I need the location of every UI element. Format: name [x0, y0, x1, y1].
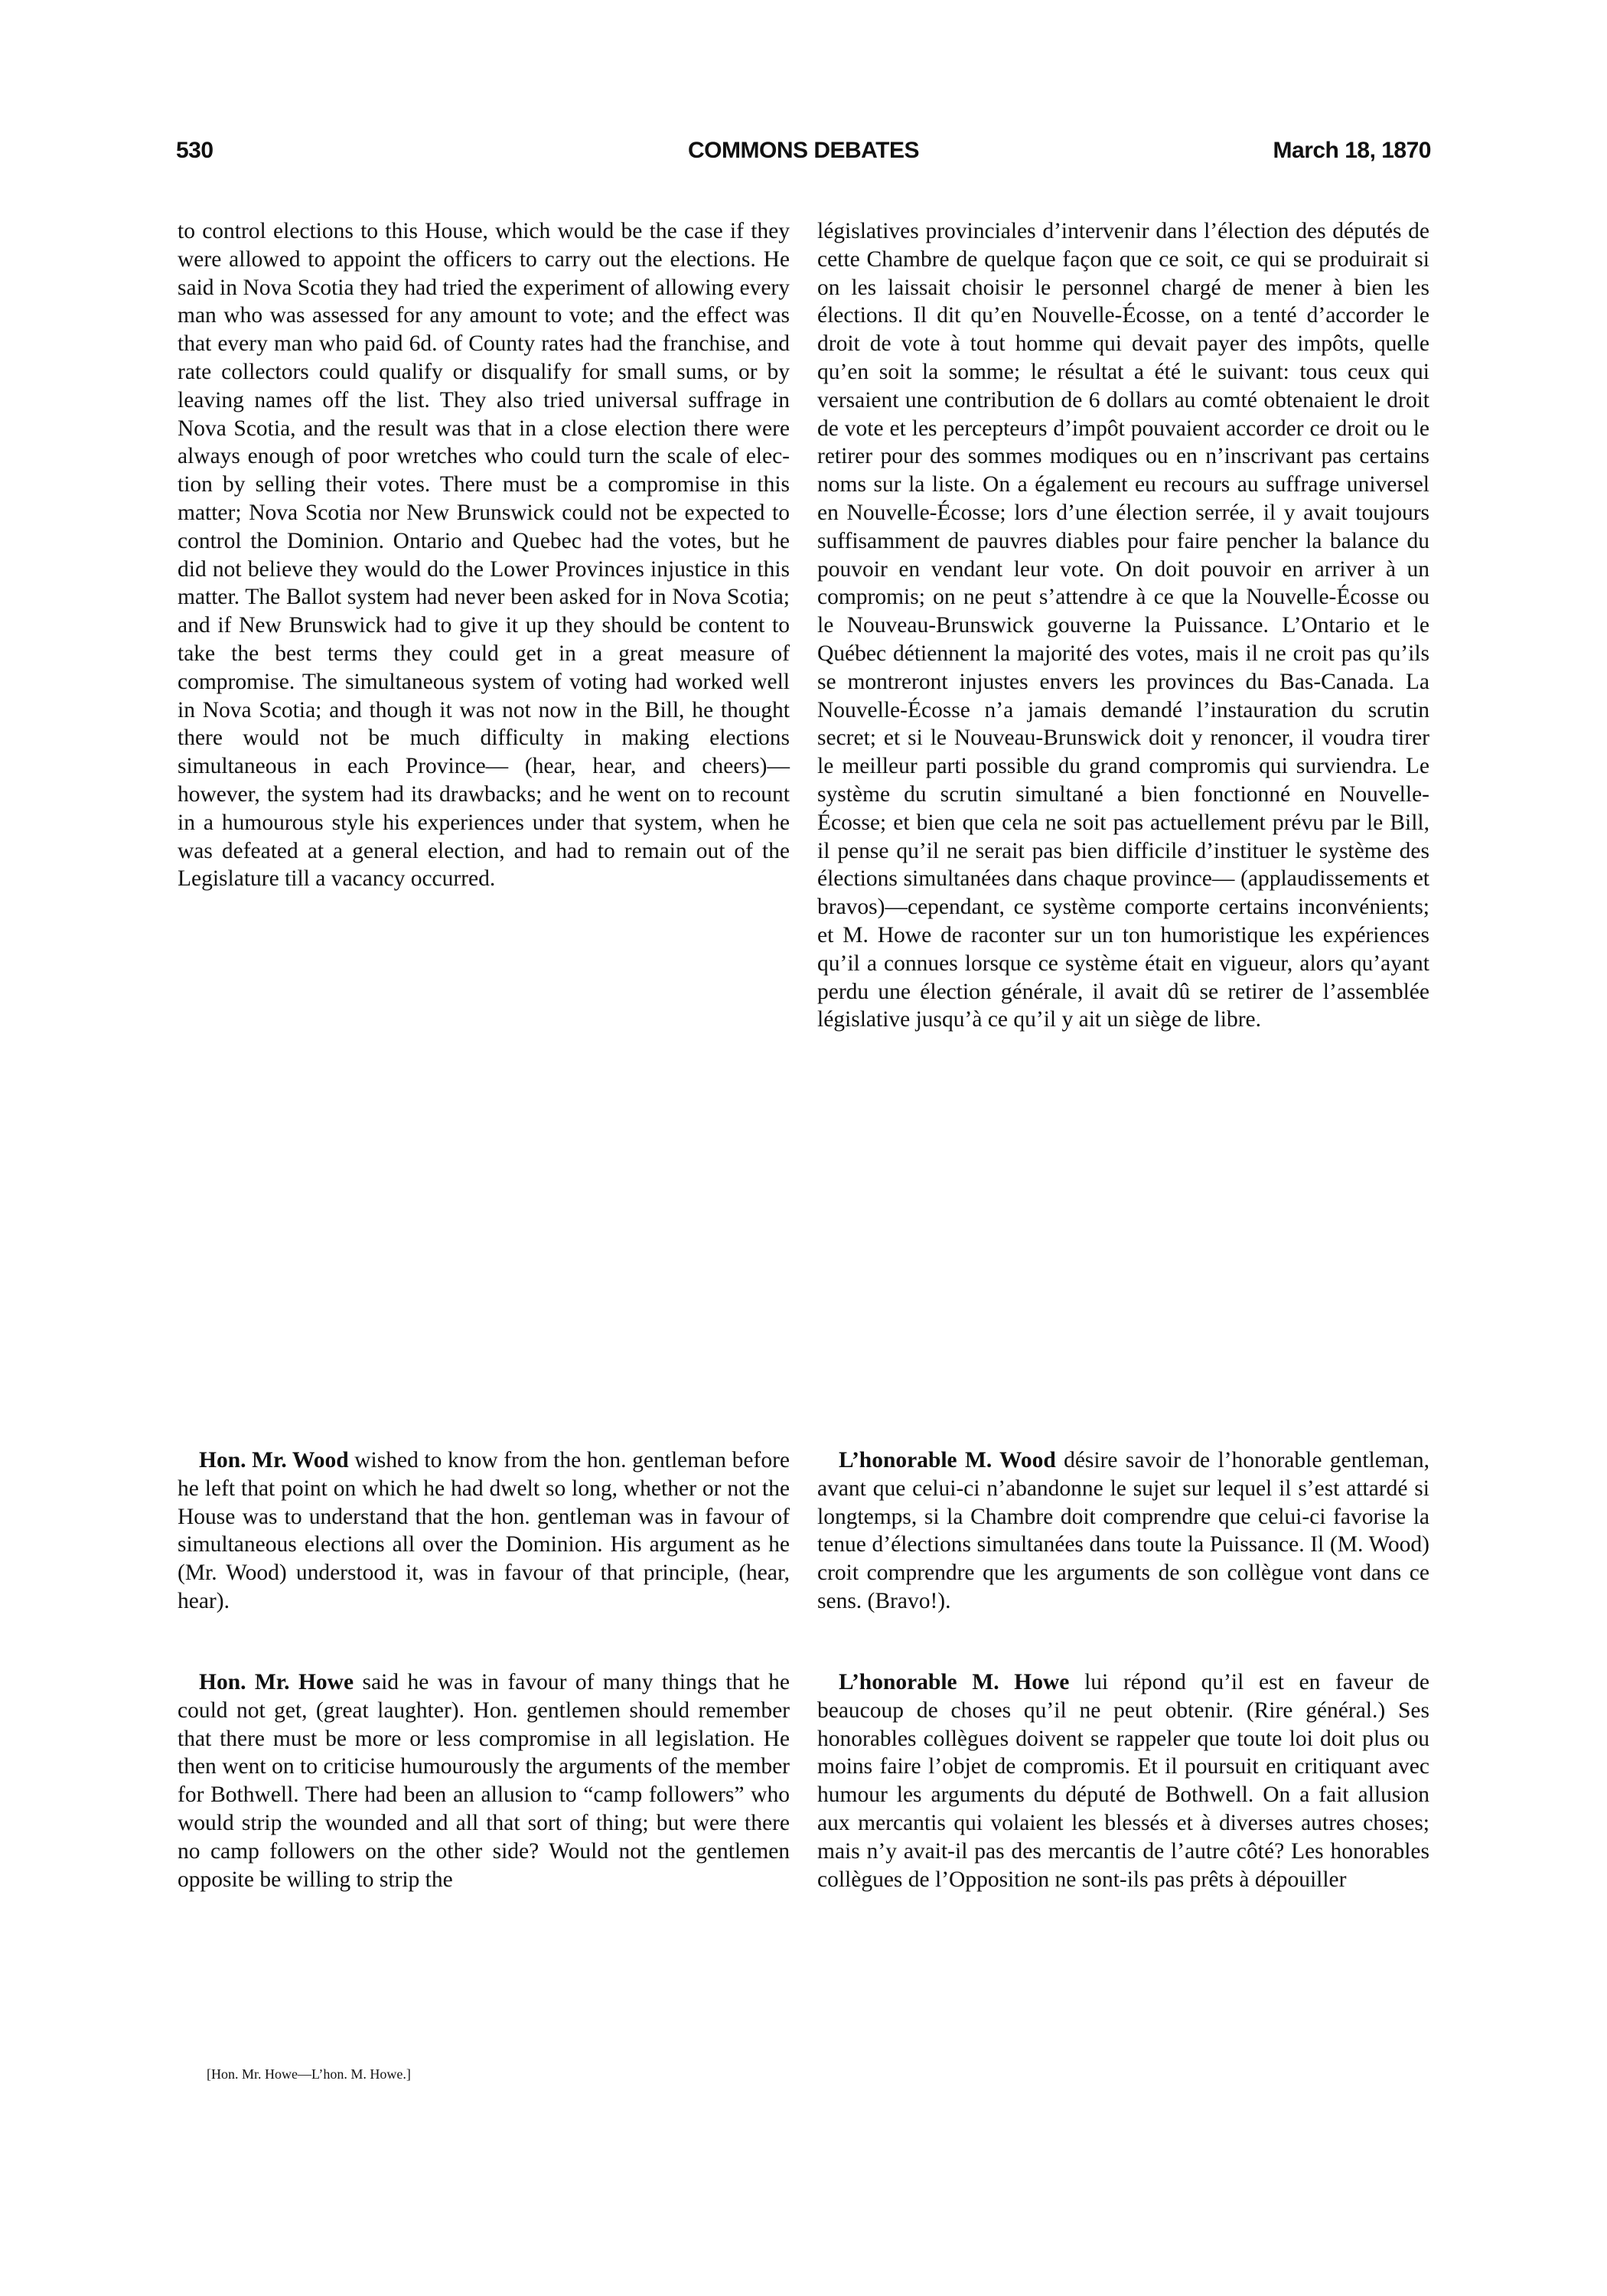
speech-text: désire savoir de l’honorable gentleman, avant que celui-ci n’abandonne le sujet sur lequel il s’est attardé si longtemps, si la Chambre doit comprendre que celui-ci favorise la tenue d’élections simultanées dans toute la Puissance. Il (M. Wood) croit comprendre que les arguments de son collègue vont dans ce sens. (Bravo!). — [817, 1448, 1429, 1613]
left-paragraph-howe — [178, 1668, 790, 1893]
speaker-name: L’honorable M. Wood — [839, 1448, 1056, 1473]
speaker-name: Hon. Mr. Wood — [199, 1448, 349, 1473]
right-column-paragraph-3 — [817, 1668, 1429, 1893]
footer-note: [Hon. Mr. Howe—L’hon. M. Howe.] — [207, 2066, 411, 2082]
right-paragraph-howe — [817, 1668, 1429, 1893]
left-column-paragraph-1 — [178, 217, 790, 893]
page-header — [176, 138, 1431, 184]
right-column-paragraph-2 — [817, 1446, 1429, 1616]
left-paragraph-text: to control elections to this House, which would be the case if they were allowed to appoint the officers to carry out the elections. He said in Nova Scotia they had tried the experiment of allowing every man who was assessed for any amount to vote; and the effect was that every man who paid 6d. of County rates had the franchise, and rate collectors could qualify or disqualify for small sums, or by leaving names off the list. They also tried universal suffrage in Nova Scotia, and the result was that in a close election there were always enough of poor wretches who could turn the scale of election by selling their votes. There must be a compromise in this matter; Nova Scotia nor New Brunswick could not be expected to control the Dominion. Ontario and Quebec had the votes, but he did not believe they would do the Lower Provinces injustice in this matter. The Ballot system had never been asked for in Nova Scotia; and if New Brunswick had to give it up they should be content to take the best terms they could get in a great measure of compromise. The simultaneous system of voting had worked well in Nova Scotia; and though it was not now in the Bill, he thought there would not be much difficulty in making elections simultaneous in each Province— (hear, hear, and cheers)—however, the system had its drawbacks; and he went on to recount in a humourous style his experiences under that system, when he was defeated at a general election, and had to remain out of the Legislature till a vacancy occurred. — [178, 219, 790, 892]
left-column-paragraph-2 — [178, 1446, 790, 1616]
left-paragraph-wood — [178, 1446, 790, 1616]
speaker-name: L’honorable M. Howe — [839, 1670, 1070, 1694]
right-paragraph-text: législatives provinciales d’intervenir dans l’élection des députés de cette Chambre de quelque façon que ce soit, ce qui se produirait si on les laissait choisir le personnel chargé de mener à bien les élections. Il dit qu’en Nouvelle-Écosse, on a tenté d’accorder le droit de vote à tout homme qui devait payer des impôts, quelle qu’en soit la somme; le résultat a été le suivant: tous ceux qui versaient une contribution de 6 dollars au comté obtenaient le droit de vote et les percepteurs d’impôt pouvaient accorder ce droit ou le retirer pour des sommes modiques ou en n’inscrivant pas certains noms sur la liste. On a également eu recours au suffrage universel en Nouvelle-Écosse; lors d’une élection serrée, il y avait toujours suffisamment de pauvres diables pour faire pencher la balance du pouvoir en vendant leur vote. On doit pouvoir en arriver à un compromis; on ne peut s’attendre à ce que la Nouvelle-Écosse ou le Nouveau-Brunswick gouverne la Puissance. L’Ontario et le Québec détiennent la majorité des votes, mais il ne croit pas qu’ils se montreront injustes envers les provinces du Bas-Canada. La Nouvelle-Écosse n’a jamais demandé l’instauration du scrutin secret; et si le Nouveau-Brunswick doit y renoncer, il voudra tirer le meilleur parti possible du grand compromis qui surviendra. Le système du scrutin simultané a bien fonctionné en Nouvelle-Écosse; et bien que cela ne soit pas actuellement prévu par le Bill, il pense qu’il ne serait pas bien difficile d’instituer le système des élections simultanées dans chaque province— (applaudissements et bravos)—cependant, ce système comporte certains inconvénients; et M. Howe de raconter sur un ton humoristique les expériences qu’il a connues lorsque ce système était en vigueur, alors qu’ayant perdu une élection générale, il avait dû se retirer de l’assemblée législative jusqu’à ce qu’il y ait un siège de libre. — [817, 219, 1429, 1032]
right-paragraph-wood — [817, 1446, 1429, 1616]
page-number: 530 — [176, 138, 214, 163]
page-date: March 18, 1870 — [1273, 138, 1431, 163]
speaker-name: Hon. Mr. Howe — [199, 1670, 354, 1694]
speech-text: lui répond qu’il est en faveur de beaucoup de choses qu’il ne peut obtenir. (Rire général.) Ses honorables collègues doivent se rappeler que toute loi doit plus ou moins faire l’objet de compromis. Et il poursuit en critiquant avec humour les arguments du député de Bothwell. On a fait allusion aux mercantis qui volaient les blessés et à diverses autres choses; mais n’y avait-il pas des mercantis de l’autre côté? Les honorables collègues de l’Opposition ne sont-ils pas prêts à dépouiller — [817, 1670, 1429, 1892]
left-column-paragraph-3 — [178, 1668, 790, 1893]
speech-text: said he was in favour of many things that he could not get, (great laughter). Hon. gentlemen should remember that there must be more or less compromise in all legislation. He then went on to criticise humourously the arguments of the member for Bothwell. There had been an allusion to “camp followers” who would strip the wounded and all that sort of thing; but were there no camp followers on the other side? Would not the gentlemen opposite be willing to strip the — [178, 1670, 790, 1892]
speech-text: wished to know from the hon. gentleman before he left that point on which he had dwelt so long, whether or not the House was to understand that the hon. gentleman was in favour of simultaneous elections all over the Dominion. His argument as he (Mr. Wood) understood it, was in favour of that principle, (hear, hear). — [178, 1448, 790, 1613]
page-title: COMMONS DEBATES — [688, 138, 919, 163]
right-column-paragraph-1 — [817, 217, 1429, 1034]
